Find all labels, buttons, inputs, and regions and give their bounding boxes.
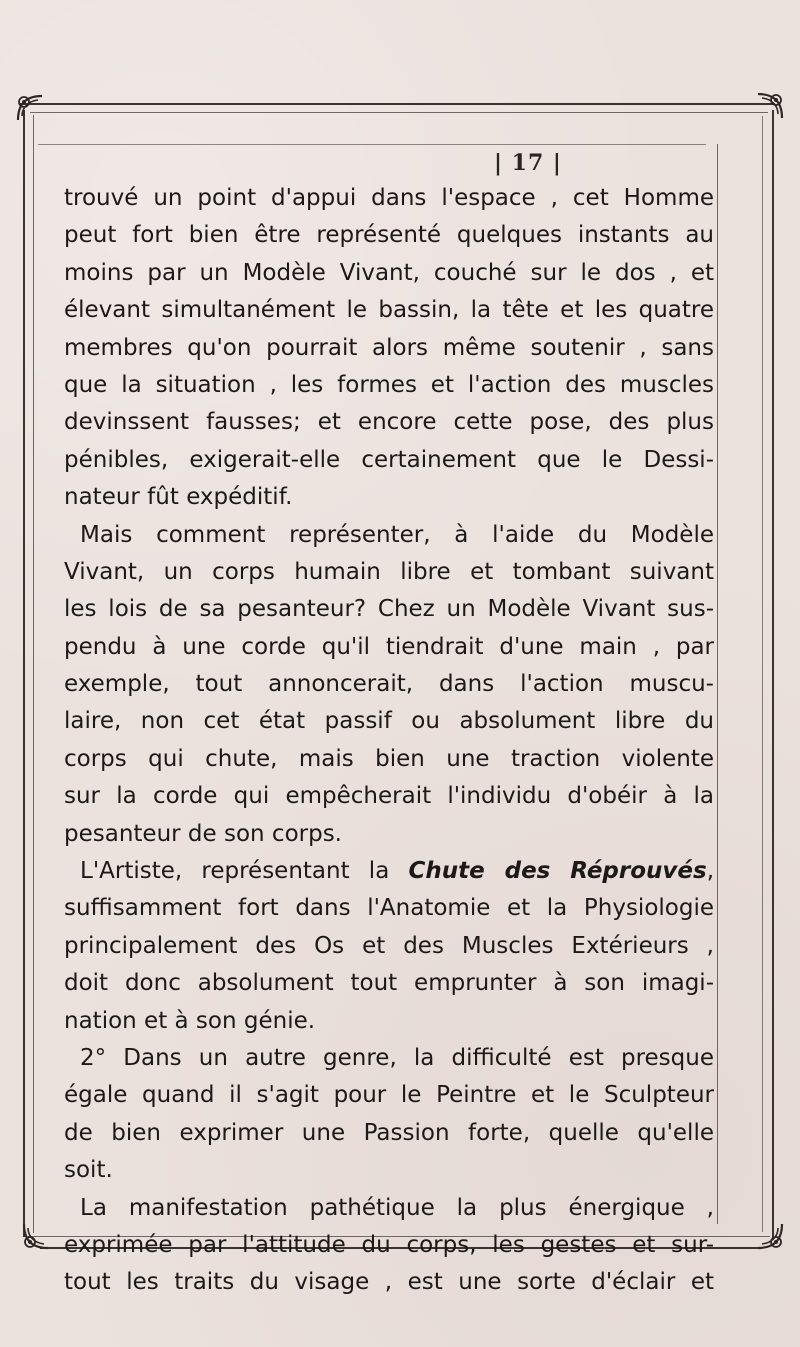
text-line: principalement des Os et des Muscles Extérieurs , (64, 932, 714, 959)
text-line: pénibles, exigerait-elle certainement que le Dessi- (64, 446, 714, 473)
scroll-corner-icon (752, 1218, 788, 1254)
text-line: devinssent fausses; et encore cette pose, des plus (64, 409, 714, 436)
text-line: soit. (64, 1157, 113, 1184)
text-line: moins par un Modèle Vivant, couché sur le dos , et (64, 259, 714, 286)
border-top-inner (30, 112, 768, 113)
text-line: exprimée par l'attitude du corps, les gestes et sur- (64, 1231, 714, 1258)
text-line: tout les traits du visage , est une sorte d'éclair et (64, 1269, 714, 1296)
text-line: les lois de sa pesanteur? Chez un Modèle Vivant sus- (64, 596, 714, 623)
text-line: suffisamment fort dans l'Anatomie et la Physiologie (64, 895, 714, 922)
scroll-corner-icon (12, 90, 48, 126)
border-right-inner (762, 116, 763, 1232)
text-line: membres qu'on pourrait alors même soutenir , sans (64, 334, 714, 361)
text-line: peut fort bien être représenté quelques instants au (64, 222, 714, 249)
text-line: égale quand il s'agit pour le Peintre et le Sculpteur (64, 1082, 714, 1109)
border-right-rule (717, 144, 718, 1224)
text-line: pesanteur de son corps. (64, 820, 342, 847)
border-left-inner (33, 115, 34, 1233)
text-line: nateur fût expéditif. (64, 484, 293, 511)
border-top-outer (20, 103, 775, 105)
text-line: Mais comment représenter, à l'aide du Modèle (80, 521, 714, 548)
text-line: doit donc absolument tout emprunter à son imagi- (64, 970, 714, 997)
text-line: exemple, tout annoncerait, dans l'action muscu- (64, 671, 714, 698)
text-line-segment: , (706, 858, 714, 885)
text-line: sur la corde qui empêcherait l'individu d'obéir à la (64, 783, 714, 810)
border-top-rule (38, 144, 706, 145)
text-line: de bien exprimer une Passion forte, quelle qu'elle (64, 1119, 714, 1146)
page-number: | 17 | (494, 150, 562, 176)
scroll-corner-icon (18, 1218, 54, 1254)
text-line: 2° Dans un autre genre, la difficulté est presque (80, 1044, 714, 1071)
border-right-outer (772, 110, 774, 1238)
text-line: corps qui chute, mais bien une traction violente (64, 745, 714, 772)
text-line: trouvé un point d'appui dans l'espace , cet Homme (64, 185, 714, 211)
text-line: que la situation , les formes et l'action des muscles (64, 371, 714, 398)
text-line (64, 853, 714, 890)
text-line: La manifestation pathétique la plus énergique , (80, 1194, 714, 1221)
text-line: laire, non cet état passif ou absolument libre du (64, 708, 714, 735)
body-text (64, 180, 714, 1302)
text-line: nation et à son génie. (64, 1007, 316, 1034)
scroll-corner-icon (752, 88, 788, 124)
text-line: pendu à une corde qu'il tiendrait d'une main , par (64, 633, 714, 660)
text-line: Vivant, un corps humain libre et tombant suivant (64, 558, 714, 585)
border-left-outer (23, 110, 25, 1237)
text-line: élevant simultanément le bassin, la tête et les quatre (64, 297, 714, 324)
text-line-segment: L'Artiste, représentant la (80, 858, 409, 885)
work-title: Chute des Réprouvés (408, 858, 707, 885)
